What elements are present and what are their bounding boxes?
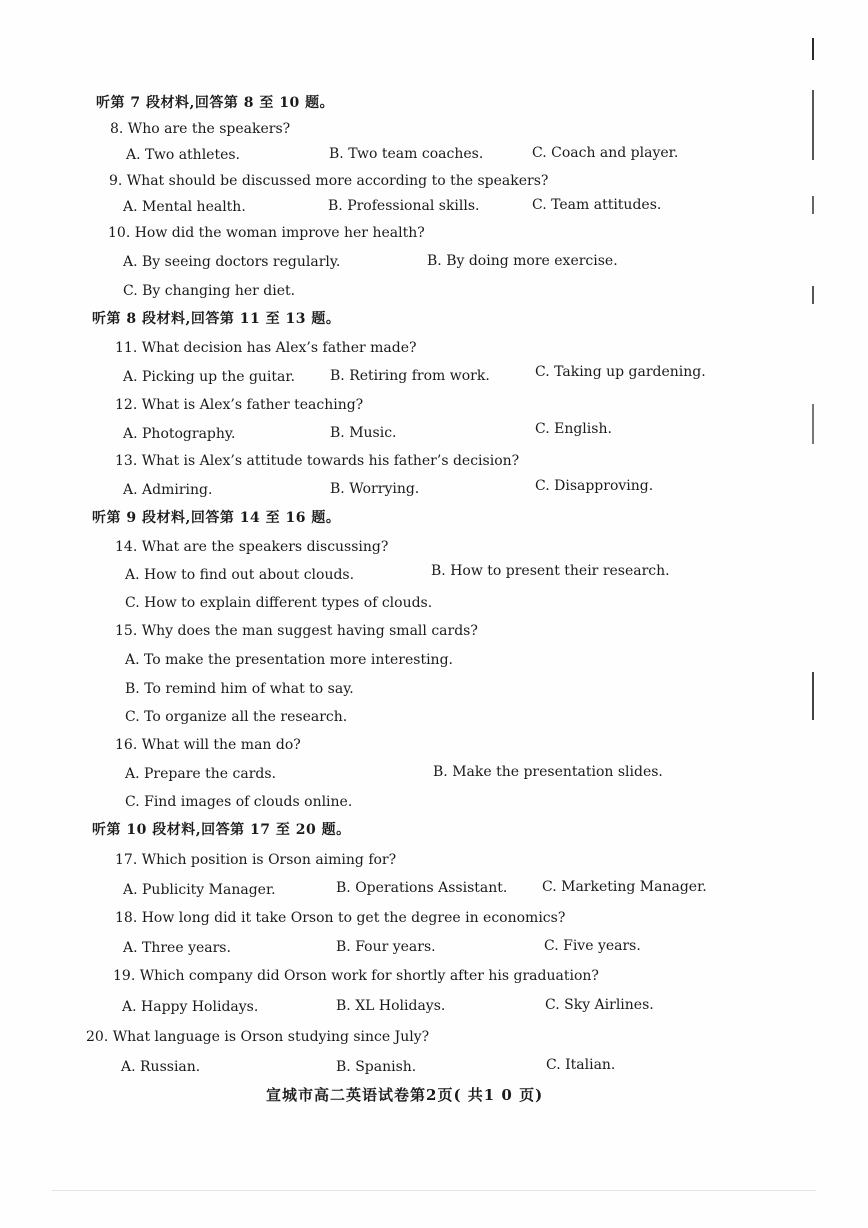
question-17-option-b: B. Operations Assistant. [336, 880, 508, 896]
question-18-option-c: C. Five years. [544, 938, 641, 954]
question-19-option-c: C. Sky Airlines. [545, 997, 654, 1013]
section-heading-8: 听第 8 段材料,回答第 11 至 13 题。 [92, 311, 341, 327]
question-8-option-c: C. Coach and player. [532, 145, 679, 161]
question-12-option-c: C. English. [535, 421, 612, 437]
question-8-stem: 8. Who are the speakers? [110, 121, 291, 137]
question-13-option-a: A. Admiring. [123, 482, 213, 498]
question-10-option-b: B. By doing more exercise. [427, 253, 618, 269]
question-19-option-a: A. Happy Holidays. [122, 999, 259, 1015]
question-12-option-a: A. Photography. [123, 426, 236, 442]
question-11-option-b: B. Retiring from work. [330, 368, 490, 384]
question-15-option-a: A. To make the presentation more interesting. [125, 652, 453, 668]
question-10-option-c: C. By changing her diet. [123, 283, 296, 299]
question-11-stem: 11. What decision has Alex’s father made? [115, 340, 417, 356]
scan-edge-mark [812, 286, 814, 304]
section-heading-9: 听第 9 段材料,回答第 14 至 16 题。 [92, 510, 341, 526]
question-17-stem: 17. Which position is Orson aiming for? [115, 852, 397, 868]
question-9-option-c: C. Team attitudes. [532, 197, 662, 213]
scan-edge-mark [812, 38, 814, 60]
question-20-option-a: A. Russian. [121, 1059, 201, 1075]
scan-edge-mark [812, 672, 814, 720]
question-13-option-c: C. Disapproving. [535, 478, 654, 494]
question-14-option-b: B. How to present their research. [431, 563, 670, 579]
question-9-stem: 9. What should be discussed more according to the speakers? [109, 173, 549, 189]
section-heading-7: 听第 7 段材料,回答第 8 至 10 题。 [96, 95, 335, 111]
question-17-option-c: C. Marketing Manager. [542, 879, 707, 895]
question-19-option-b: B. XL Holidays. [336, 998, 446, 1014]
question-18-option-b: B. Four years. [336, 939, 436, 955]
question-14-option-a: A. How to find out about clouds. [125, 567, 355, 583]
question-18-option-a: A. Three years. [123, 940, 231, 956]
question-15-stem: 15. Why does the man suggest having small cards? [115, 623, 478, 639]
question-15-option-c: C. To organize all the research. [125, 709, 348, 725]
question-12-stem: 12. What is Alex’s father teaching? [115, 397, 364, 413]
question-10-stem: 10. How did the woman improve her health? [108, 225, 425, 241]
scan-edge-mark [812, 90, 814, 160]
question-8-option-a: A. Two athletes. [126, 147, 241, 163]
scan-edge-mark [812, 404, 814, 444]
question-14-stem: 14. What are the speakers discussing? [115, 539, 389, 555]
question-13-stem: 13. What is Alex’s attitude towards his father’s decision? [115, 453, 520, 469]
section-heading-10: 听第 10 段材料,回答第 17 至 20 题。 [92, 822, 351, 838]
scan-bottom-edge [52, 1190, 816, 1191]
question-14-option-c: C. How to explain different types of clouds. [125, 595, 433, 611]
question-16-option-c: C. Find images of clouds online. [125, 794, 353, 810]
question-16-option-a: A. Prepare the cards. [125, 766, 276, 782]
question-16-stem: 16. What will the man do? [115, 737, 301, 753]
question-11-option-a: A. Picking up the guitar. [123, 369, 295, 385]
scan-edge-mark [812, 196, 814, 214]
question-19-stem: 19. Which company did Orson work for shortly after his graduation? [113, 968, 599, 984]
question-13-option-b: B. Worrying. [330, 481, 420, 497]
question-20-option-c: C. Italian. [546, 1057, 616, 1073]
question-16-option-b: B. Make the presentation slides. [433, 764, 663, 780]
question-10-option-a: A. By seeing doctors regularly. [123, 254, 341, 270]
question-11-option-c: C. Taking up gardening. [535, 364, 706, 380]
question-9-option-a: A. Mental health. [123, 199, 246, 215]
question-15-option-b: B. To remind him of what to say. [125, 681, 354, 697]
question-18-stem: 18. How long did it take Orson to get the degree in economics? [115, 910, 566, 926]
question-17-option-a: A. Publicity Manager. [123, 882, 276, 898]
question-12-option-b: B. Music. [330, 425, 397, 441]
page-footer: 宣城市高二英语试卷第2页( 共1 0 页) [266, 1086, 544, 1104]
question-8-option-b: B. Two team coaches. [329, 146, 484, 162]
question-9-option-b: B. Professional skills. [328, 198, 480, 214]
question-20-option-b: B. Spanish. [336, 1059, 417, 1075]
question-20-stem: 20. What language is Orson studying since July? [86, 1029, 430, 1045]
